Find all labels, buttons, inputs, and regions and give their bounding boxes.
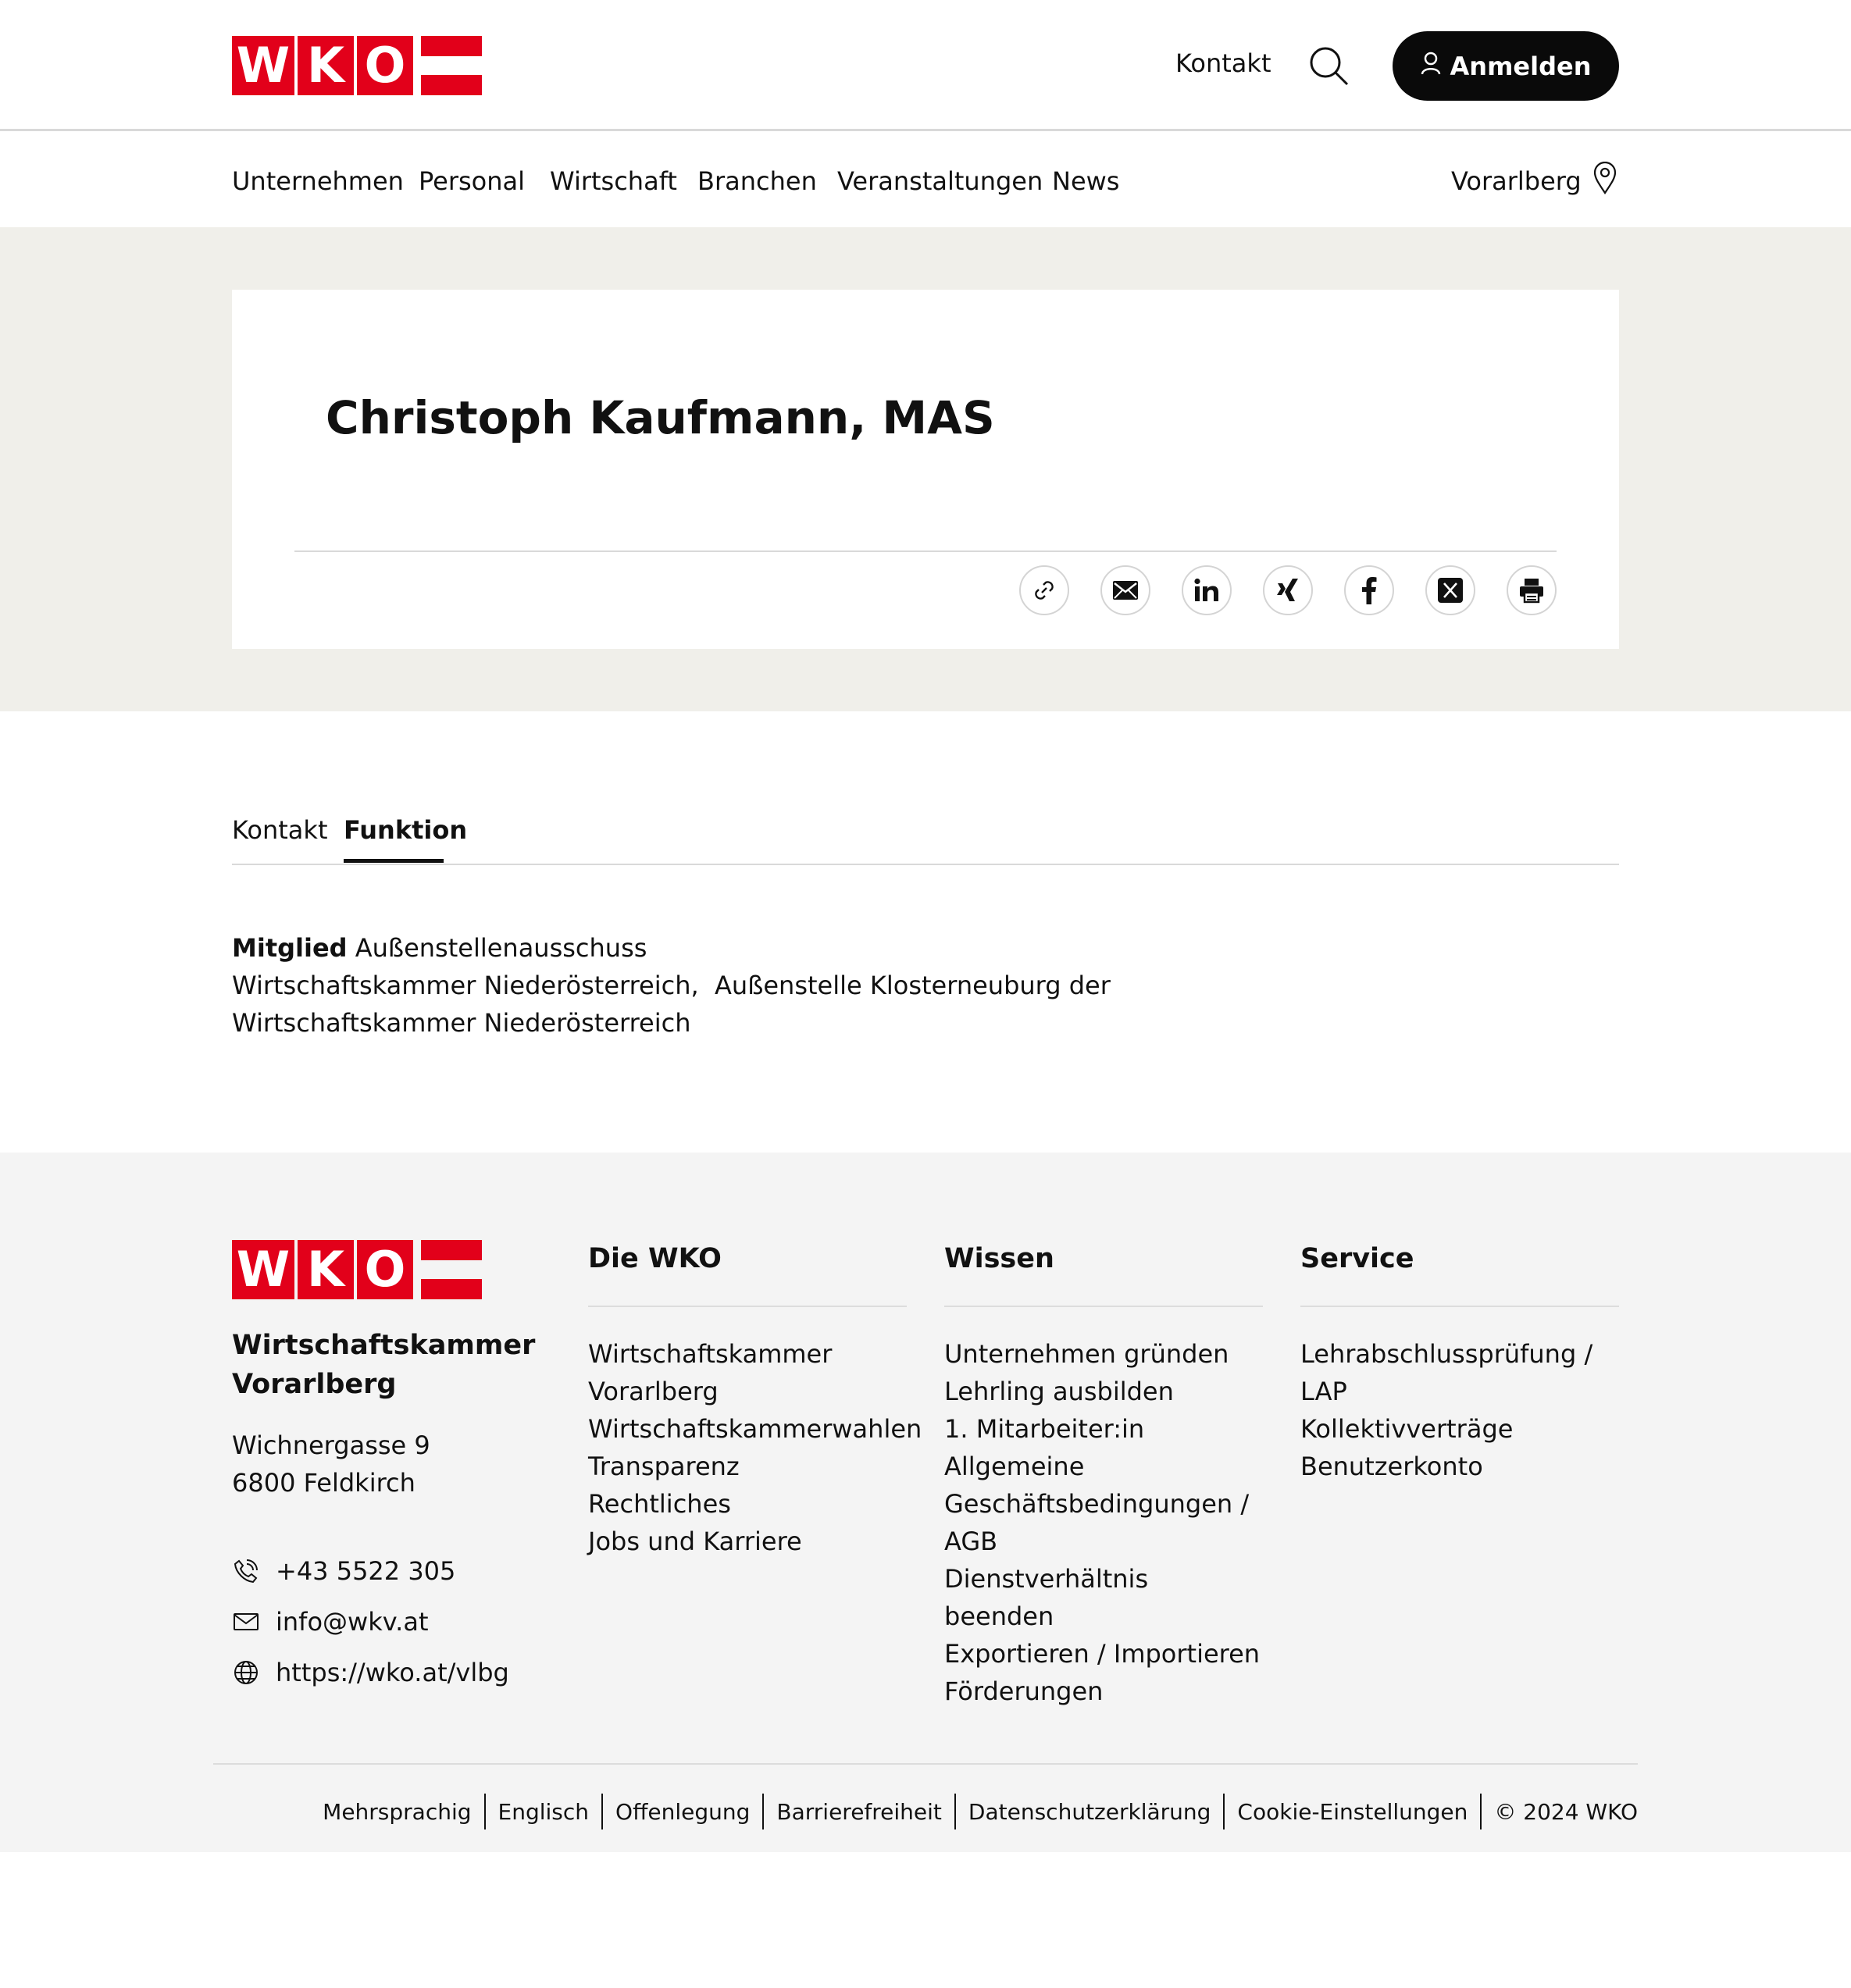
footer-email-link[interactable] xyxy=(232,1603,429,1641)
footer-divider xyxy=(213,1763,1638,1765)
xing-icon xyxy=(1275,577,1301,604)
tab-funktion[interactable]: Funktion xyxy=(344,815,468,845)
footer-link[interactable]: Rechtliches xyxy=(588,1489,731,1519)
nav-item-news[interactable]: News xyxy=(1052,166,1120,196)
legal-link-englisch[interactable]: Englisch xyxy=(498,1798,590,1825)
legal-separator xyxy=(1480,1794,1482,1829)
footer-link[interactable]: Kollektivverträge xyxy=(1300,1414,1514,1444)
footer-link[interactable]: Exportieren / Importieren xyxy=(944,1639,1261,1669)
legal-link-cookie-einstellungen[interactable]: Cookie-Einstellungen xyxy=(1237,1798,1468,1825)
nav-item-branchen[interactable]: Branchen xyxy=(697,166,817,196)
login-button[interactable] xyxy=(1393,31,1619,101)
nav-item-personal[interactable]: Personal xyxy=(419,166,526,196)
legal-link-mehrsprachig[interactable]: Mehrsprachig xyxy=(323,1798,472,1825)
hero-section xyxy=(0,227,1851,711)
logo-letter-w: W xyxy=(232,36,294,95)
legal-separator xyxy=(954,1794,956,1829)
footer-phone: +43 5522 305 xyxy=(276,1556,456,1586)
footer-email: info@wkv.at xyxy=(276,1607,429,1637)
link-icon xyxy=(1031,577,1057,604)
footer-column-wissen xyxy=(944,1243,1263,1710)
footer-link[interactable]: Allgemeine xyxy=(944,1452,1085,1481)
footer-phone-link[interactable] xyxy=(232,1552,455,1590)
footer-web: https://wko.at/vlbg xyxy=(276,1658,509,1687)
mail-icon xyxy=(1112,580,1139,600)
footer-column-title: Service xyxy=(1300,1243,1619,1307)
footer-link[interactable]: Lehrling ausbilden xyxy=(944,1377,1174,1406)
funktion-role: Mitglied xyxy=(232,933,348,963)
logo-flag-bottom xyxy=(421,75,482,95)
footer-link[interactable]: Geschäftsbedingungen / xyxy=(944,1489,1250,1519)
search-icon[interactable] xyxy=(1308,45,1350,87)
linkedin-icon xyxy=(1193,578,1220,603)
footer-address-street: Wichnergasse 9 xyxy=(232,1430,430,1460)
facebook-icon xyxy=(1361,576,1378,604)
footer-address-city: 6800 Feldkirch xyxy=(232,1468,415,1498)
logo-letter-w: W xyxy=(232,1240,294,1299)
footer-column-title: Die WKO xyxy=(588,1243,907,1307)
footer-link[interactable]: Transparenz xyxy=(588,1452,740,1481)
copyright: © 2024 WKO xyxy=(1494,1798,1638,1825)
footer-link[interactable]: Förderungen xyxy=(944,1676,1104,1706)
funktion-committee: Außenstellenausschuss xyxy=(355,933,647,963)
nav-item-wirtschaft[interactable]: Wirtschaft xyxy=(550,166,677,196)
share-xing-button[interactable] xyxy=(1263,565,1313,615)
logo-flag-bottom xyxy=(421,1279,482,1299)
logo-letter-k: K xyxy=(298,1240,354,1299)
card-divider xyxy=(294,550,1557,552)
logo-letter-o: O xyxy=(357,1240,413,1299)
share-linkedin-button[interactable] xyxy=(1182,565,1232,615)
wko-logo[interactable] xyxy=(232,36,482,95)
footer-link[interactable]: Unternehmen gründen xyxy=(944,1339,1229,1369)
footer-web-link[interactable] xyxy=(232,1654,509,1691)
user-icon xyxy=(1421,52,1441,81)
login-label: Anmelden xyxy=(1450,51,1592,81)
location-pin-icon[interactable] xyxy=(1592,162,1618,194)
print-button[interactable] xyxy=(1507,565,1557,615)
footer-link[interactable]: 1. Mitarbeiter:in xyxy=(944,1414,1145,1444)
footer-link[interactable]: Benutzerkonto xyxy=(1300,1452,1483,1481)
footer-link[interactable]: AGB xyxy=(944,1527,998,1556)
legal-link-barrierefreiheit[interactable]: Barrierefreiheit xyxy=(776,1798,942,1825)
globe-icon xyxy=(232,1658,260,1687)
footer-org-name: Wirtschaftskammer Vorarlberg xyxy=(232,1330,536,1400)
footer-column-die-wko xyxy=(588,1243,922,1560)
legal-link-offenlegung[interactable]: Offenlegung xyxy=(615,1798,751,1825)
footer-link[interactable]: Lehrabschlussprüfung / LAP xyxy=(1300,1339,1593,1406)
copy-link-button[interactable] xyxy=(1019,565,1069,615)
footer-wko-logo[interactable] xyxy=(232,1240,482,1299)
legal-separator xyxy=(484,1794,486,1829)
print-icon xyxy=(1518,577,1545,604)
funktion-line-2: Wirtschaftskammer Niederösterreich, Außenstelle Klosterneuburg der xyxy=(232,971,1111,1000)
share-mail-button[interactable] xyxy=(1100,565,1150,615)
content-tabs xyxy=(232,796,1619,865)
x-twitter-icon xyxy=(1438,578,1463,603)
active-tab-indicator xyxy=(344,859,444,863)
header-kontakt-link[interactable]: Kontakt xyxy=(1175,48,1271,78)
region-selector[interactable]: Vorarlberg xyxy=(1451,166,1582,196)
person-card xyxy=(232,290,1619,649)
funktion-line-3: Wirtschaftskammer Niederösterreich xyxy=(232,1008,691,1038)
page-title: Christoph Kaufmann, MAS xyxy=(326,391,995,444)
legal-separator xyxy=(601,1794,603,1829)
funktion-line-1 xyxy=(232,929,1091,967)
site-footer xyxy=(0,1153,1851,1852)
legal-link-datenschutz[interactable]: Datenschutzerklärung xyxy=(968,1798,1211,1825)
footer-link[interactable]: Dienstverhältnis beenden xyxy=(944,1564,1149,1631)
footer-column-service xyxy=(1300,1243,1619,1485)
logo-letter-o: O xyxy=(357,36,413,95)
phone-icon xyxy=(232,1557,260,1585)
footer-link[interactable]: Vorarlberg xyxy=(588,1377,719,1406)
footer-link[interactable]: Jobs und Karriere xyxy=(588,1527,802,1556)
footer-column-title: Wissen xyxy=(944,1243,1263,1307)
footer-link[interactable]: Wirtschaftskammerwahlen xyxy=(588,1414,922,1444)
logo-letter-k: K xyxy=(298,36,354,95)
nav-item-veranstaltungen[interactable]: Veranstaltungen xyxy=(837,166,1043,196)
legal-links xyxy=(323,1793,1638,1830)
legal-separator xyxy=(1223,1794,1225,1829)
logo-flag-top xyxy=(421,36,482,56)
logo-flag-top xyxy=(421,1240,482,1260)
nav-item-unternehmen[interactable]: Unternehmen xyxy=(232,166,404,196)
share-facebook-button[interactable] xyxy=(1344,565,1394,615)
legal-separator xyxy=(762,1794,764,1829)
tab-kontakt[interactable]: Kontakt xyxy=(232,815,328,845)
funktion-entry xyxy=(232,929,1111,1042)
share-x-button[interactable] xyxy=(1425,565,1475,615)
mail-icon xyxy=(232,1608,260,1636)
site-header xyxy=(0,0,1851,131)
footer-link[interactable]: Wirtschaftskammer xyxy=(588,1339,833,1369)
main-navigation xyxy=(0,134,1851,227)
